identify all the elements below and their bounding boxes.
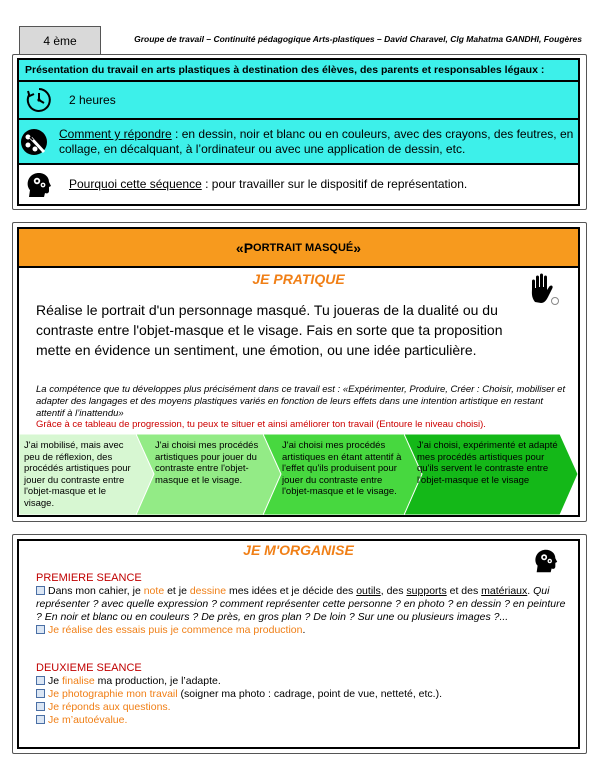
session-1-title: PREMIERE SEANCE [36,572,142,584]
instructions: Réalise le portrait d'un personnage masqué. Tu joueras de la dualité ou du contraste entre l'objet-masque et le visage. Fais en sorte que ta proposition mette en évidence un sentiment, une émotion, ou une idée particulière. [36,302,503,358]
progression-table [19,434,578,515]
header-credits: Groupe de travail – Continuité pédagogique Arts-plastiques – David Charavel, Clg Mahatma GANDHI, Fougères [134,34,582,44]
progress-note: Grâce à ce tableau de progression, tu peux te situer et ainsi améliorer ton travail (Entoure le niveau choisi). [36,419,486,430]
checkbox[interactable] [36,586,45,595]
checkbox[interactable] [36,676,45,685]
checkbox[interactable] [36,689,45,698]
session-2-title: DEUXIEME SEANCE [36,662,142,674]
info-box [17,58,580,206]
duration-row [19,82,578,120]
level-4-text: J'ai choisi, expérimenté et adapté mes procédés artistiques pour qu'ils servent le contraste entre l'objet-masque et le visage [417,440,558,486]
sequence-title: « P ORTRAIT MASQUÉ » [19,229,578,268]
how-text: Comment y répondre : en dessin, noir et blanc ou en couleurs, avec des crayons, des feutres, en collage, en décalquant, à l’ordinateur ou avec une application de dessin, etc. [59,127,574,156]
competence: La compétence que tu développes plus précisément dans ce travail est : «Expérimenter, Produire, Créer : Choisir, mobiliser et adapter des langages et des moyens plastiques variés en fonction de leurs effets dans une intention artistique en restant attentif à l’inattendu» [36,384,566,419]
clock-icon [19,86,59,114]
session-2-body: Je finalise ma production, je l’adapte. Je photographie mon travail (soigner ma photo : cadrage, point de vue, netteté, etc.). Je réponds aux questions. Je m’autoévalue. [36,675,566,727]
organise-heading: JE M'ORGANISE [243,542,354,558]
info-title: Présentation du travail en arts plastiques à destination des élèves, des parents et responsables légaux : [19,60,578,82]
why-text: Pourquoi cette séquence : pour travailler sur le dispositif de représentation. [69,177,468,192]
head-gears-icon [19,170,59,200]
level-2-text: J'ai choisi mes procédés artistiques pour jouer du contraste entre l'objet-masque et le visage. [155,440,259,486]
palette-brush-icon [19,127,49,157]
practice-heading: JE PRATIQUE [252,271,345,287]
how-label: Comment y répondre [59,127,172,141]
level-tab: 4 ème [19,26,101,54]
how-row [19,120,578,165]
level-1-text: J'ai mobilisé, mais avec peu de réflexion, des procédés artistiques pour jouer du contraste entre l'objet-masque et le visage. [24,440,131,509]
checkbox[interactable] [36,702,45,711]
checkbox[interactable] [36,715,45,724]
checkbox[interactable] [36,625,45,634]
duration-text: 2 heures [69,92,116,107]
why-label: Pourquoi cette séquence [69,177,202,192]
head-gears-icon [532,546,560,581]
why-row [19,165,578,204]
level-3-text: J'ai choisi mes procédés artistiques en étant attentif à l'effet qu'ils produisent pour jouer du contraste entre l'objet-masque et le visage. [282,440,402,497]
session-1-body: Dans mon cahier, je note et je dessine mes idées et je décide des outils, des supports et des matériaux. Qui représenter ? avec quelle expression ? comment représenter cette personne ? en photo ? en dessin ? en peinture ? En noir et blanc ou en couleurs ? De près, en gros plan ? De loin ? Sur une ou plusieurs images ?... Je réalise des essais puis je commence ma production. [36,585,566,636]
